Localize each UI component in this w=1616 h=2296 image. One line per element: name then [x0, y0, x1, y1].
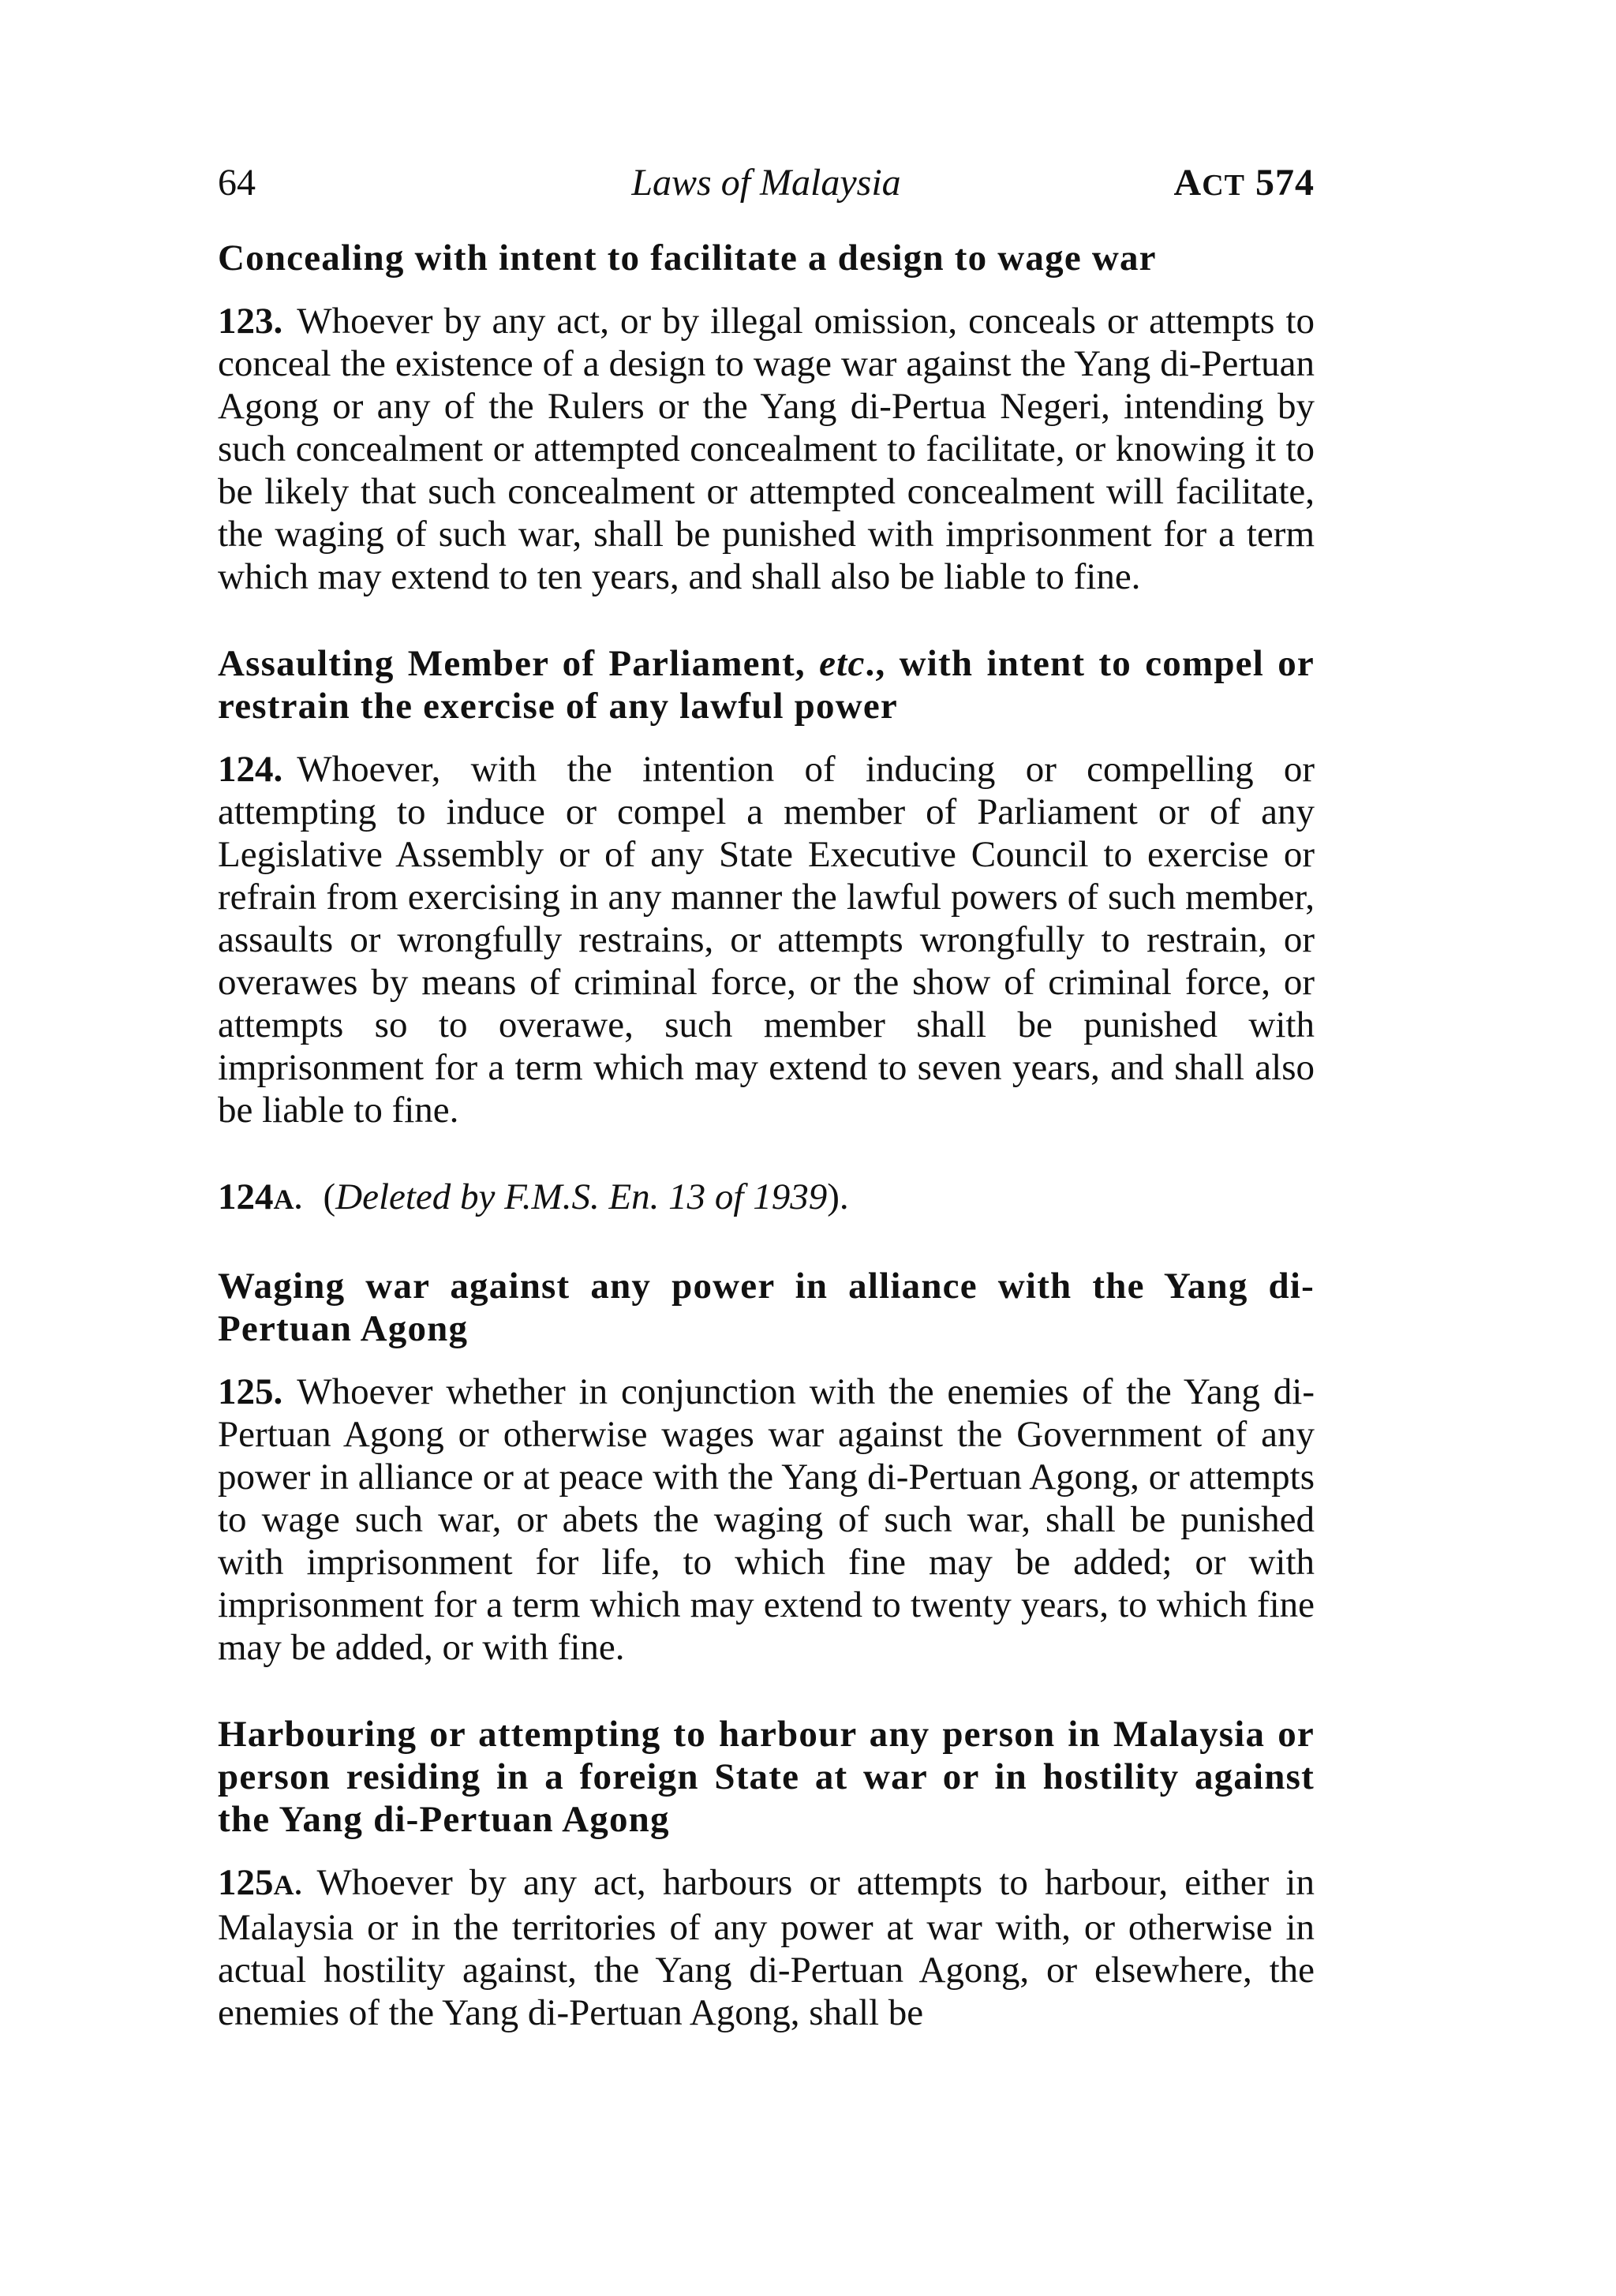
section-text [218, 1370, 1315, 1669]
act-number-value: 574 [1245, 162, 1315, 204]
section-body: Whoever, with the intention of inducing or compelling or attempting to induce or compel a member of Parliament or of any Legislative Assembly or of any State Executive Council to exercise or refrain from exercising in any manner the lawful powers of such member, assaults or wrongfully restrains, or attempts wrongfully to restrain, or overawes by means of criminal force, or the show of criminal force, or attempts so to overawe, such member shall be punished with imprisonment for a term which may extend to seven years, and shall also be liable to fine. [218, 749, 1315, 1131]
section-heading: Concealing with intent to facilitate a design to wage war [218, 237, 1157, 279]
section-number-main: 125 [218, 1862, 274, 1903]
section-heading: Harbouring or attempting to harbour any person in Malaysia or person residing in a foreign State at war or in hostility against the Yang di-Pertuan Agong [218, 1714, 1315, 1840]
section-text [218, 300, 1315, 598]
section-number: 123. [218, 301, 283, 342]
document-title: Laws of Malaysia [631, 162, 901, 204]
act-number [1174, 158, 1315, 211]
section-heading [218, 642, 1315, 727]
section-body: Whoever by any act, or by illegal omission, conceals or attempts to conceal the existence of a design to wage war against the Yang di-Pertuan Agong or any of the Rulers or the Yang di-Pertua Negeri, intending by such concealment or attempted concealment to facilitate, or knowing it to be likely that such concealment or attempted concealment will facilitate, the waging of such war, shall be punished with imprisonment for a term which may extend to ten years, and shall also be liable to fine. [218, 301, 1315, 597]
section-text [218, 748, 1315, 1131]
act-prefix-initial: A [1173, 162, 1203, 204]
page-number: 64 [218, 162, 256, 204]
act-prefix-rest: CT [1202, 169, 1245, 202]
section-number [218, 1862, 303, 1903]
section-number [218, 1176, 303, 1217]
section-number-main: 124 [218, 1176, 274, 1217]
section-number-suffix: A. [273, 1869, 303, 1901]
section-124a [218, 1176, 1315, 1221]
section-heading: Waging war against any power in alliance with the Yang di-Pertuan Agong [218, 1266, 1315, 1349]
section-body: Whoever whether in conjunction with the enemies of the Yang di-Pertuan Agong or otherwise wages war against the Government of any power in alliance or at peace with the Yang di-Pertuan Agong, or attempts to wage such war, or abets the waging of such war, shall be punished with imprisonment for life, to which fine may be added; or with imprisonment for a term which may extend to twenty years, to which fine may be added, or with fine. [218, 1371, 1315, 1668]
close-paren: ). [827, 1176, 849, 1217]
open-paren: ( [323, 1176, 336, 1217]
section-123 [218, 237, 1315, 598]
heading-italic: etc [819, 643, 866, 684]
document-body [218, 237, 1315, 2034]
section-124 [218, 642, 1315, 1131]
section-number-suffix: A. [273, 1184, 303, 1215]
section-number: 124. [218, 749, 283, 790]
running-header [218, 158, 1315, 208]
heading-part-1: Assaulting Member of Parliament, [218, 643, 820, 684]
deleted-note: Deleted by F.M.S. En. 13 of 1939 [335, 1176, 828, 1217]
heading-part-2: ., with intent to compel or restrain the exercise of any lawful power [218, 643, 1315, 727]
section-125 [218, 1265, 1315, 1669]
section-text [218, 1176, 1315, 1221]
section-body: Whoever by any act, harbours or attempts to harbour, either in Malaysia or in the territories of any power at war with, or otherwise in actual hostility against, the Yang di-Pertuan Agong, or elsewhere, the enemies of the Yang di-Pertuan Agong, shall be [218, 1862, 1315, 2033]
section-125a [218, 1713, 1315, 2034]
section-number: 125. [218, 1371, 283, 1412]
section-text [218, 1861, 1315, 2034]
document-page [218, 0, 1315, 2296]
